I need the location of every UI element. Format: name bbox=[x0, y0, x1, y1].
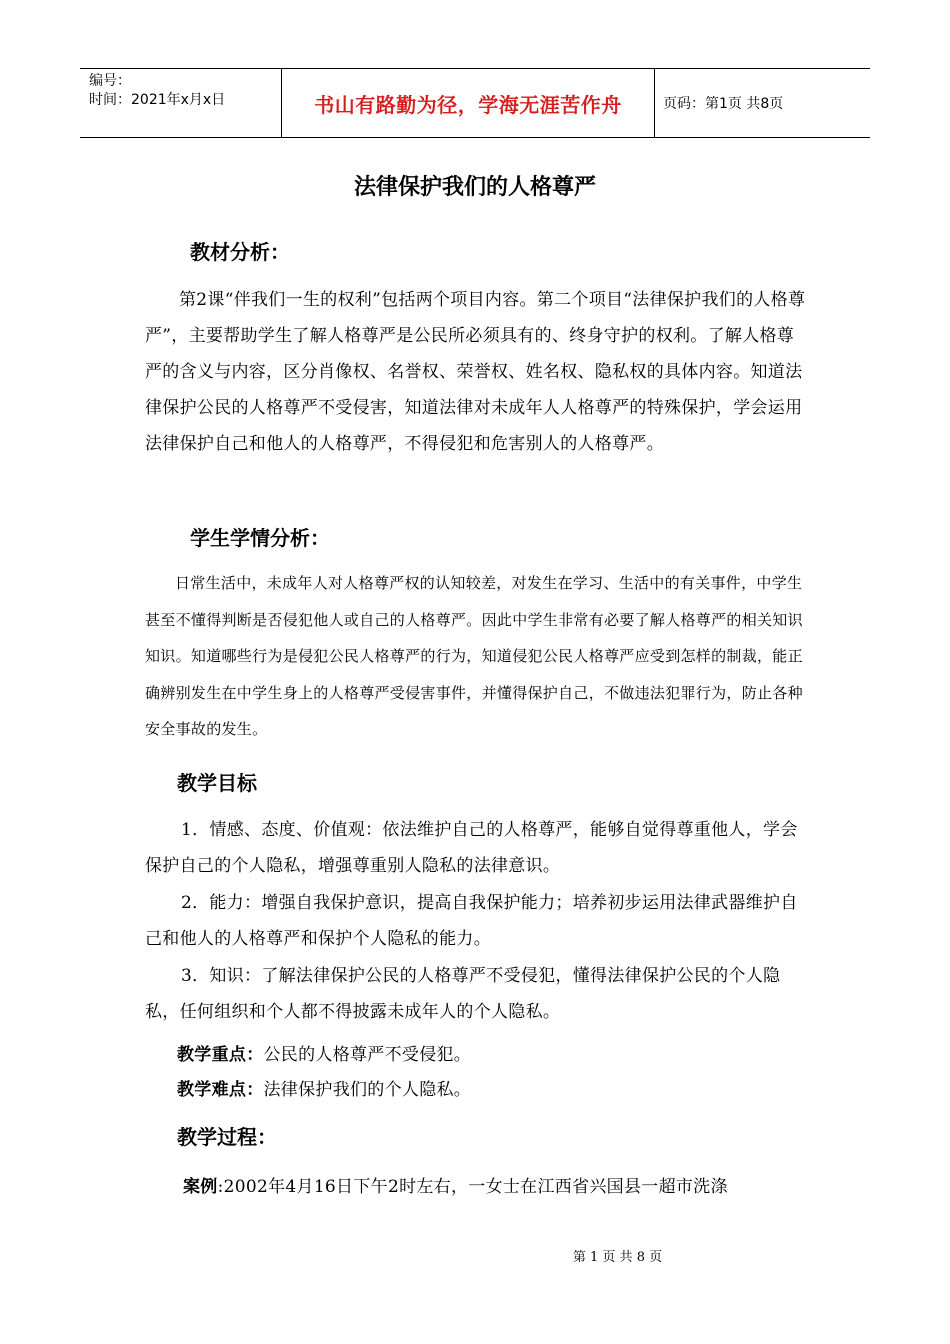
student-text: 日常生活中，未成年人对人格尊严权的认知较差，对发生在学习、生活中的有关事件，中学生甚至不懂得判断是否侵犯他人或自己的人格尊严。因此中学生非常有必要了解人格尊严的相关知识知识。知道哪些行为是侵犯公民人格尊严的行为，知道侵犯公民人格尊严应受到怎样的制裁，能正确辨别发生在中学生身上的人格尊严受侵害事件，并懂得保护自己，不做违法犯罪行为，防止各种安全事故的发生。 bbox=[145, 574, 803, 738]
process-heading: 教学过程： bbox=[177, 1125, 277, 1149]
goals-heading: 教学目标 bbox=[177, 771, 257, 795]
page-title: 法律保护我们的人格尊严 bbox=[353, 175, 596, 200]
key-point-label: 教学重点： bbox=[177, 1045, 264, 1065]
header-motto-cell bbox=[281, 69, 655, 137]
header-motto: 书山有路勤为径，学海无涯苦作舟 bbox=[314, 92, 622, 117]
student-heading: 学生学情分析： bbox=[190, 526, 330, 550]
header-table bbox=[80, 68, 870, 138]
goal-2: 2．能力：增强自我保护意识，提高自我保护能力；培养初步运用法律武器维护自己和他人的人格尊严和保护个人隐私的能力。 bbox=[145, 893, 798, 949]
case-label: 案例 bbox=[183, 1177, 218, 1197]
date-label: 时间：2021年x月x日 bbox=[89, 92, 226, 108]
header-meta bbox=[80, 69, 280, 137]
goal-3: 3．知识：了解法律保护公民的人格尊严不受侵犯，懂得法律保护公民的个人隐私，任何组织和个人都不得披露未成年人的个人隐私。 bbox=[145, 966, 781, 1022]
difficulty-text: 法律保护我们的个人隐私。 bbox=[263, 1080, 472, 1100]
analysis-heading: 教材分析： bbox=[190, 240, 290, 264]
key-point-text: 公民的人格尊严不受侵犯。 bbox=[263, 1045, 472, 1065]
page-footer: 第 1 页 共 8 页 bbox=[572, 1250, 663, 1265]
analysis-text: 第2课“伴我们一生的权利”包括两个项目内容。第二个项目“法律保护我们的人格尊严”，主要帮助学生了解人格尊严是公民所必须具有的、终身守护的权利。了解人格尊严的含义与内容，区分肖像权、名誉权、荣誉权、姓名权、隐私权的具体内容。知道法律保护公民的人格尊严不受侵害，知道法律对未成年人人格尊严的特殊保护，学会运用法律保护自己和他人的人格尊严，不得侵犯和危害别人的人格尊严。 bbox=[145, 290, 806, 454]
page-indicator: 页码：第1页 共8页 bbox=[663, 96, 784, 112]
key-point-line bbox=[177, 1040, 471, 1065]
case-line bbox=[183, 1172, 728, 1197]
number-label: 编号： bbox=[89, 73, 131, 89]
case-text: :2002年4月16日下午2时左右，一女士在江西省兴国县一超市洗涤 bbox=[217, 1177, 728, 1197]
difficulty-line bbox=[177, 1075, 471, 1100]
goal-1: 1．情感、态度、价值观：依法维护自己的人格尊严，能够自觉得尊重他人，学会保护自己的个人隐私，增强尊重别人隐私的法律意识。 bbox=[145, 820, 798, 876]
difficulty-label: 教学难点： bbox=[177, 1080, 264, 1100]
